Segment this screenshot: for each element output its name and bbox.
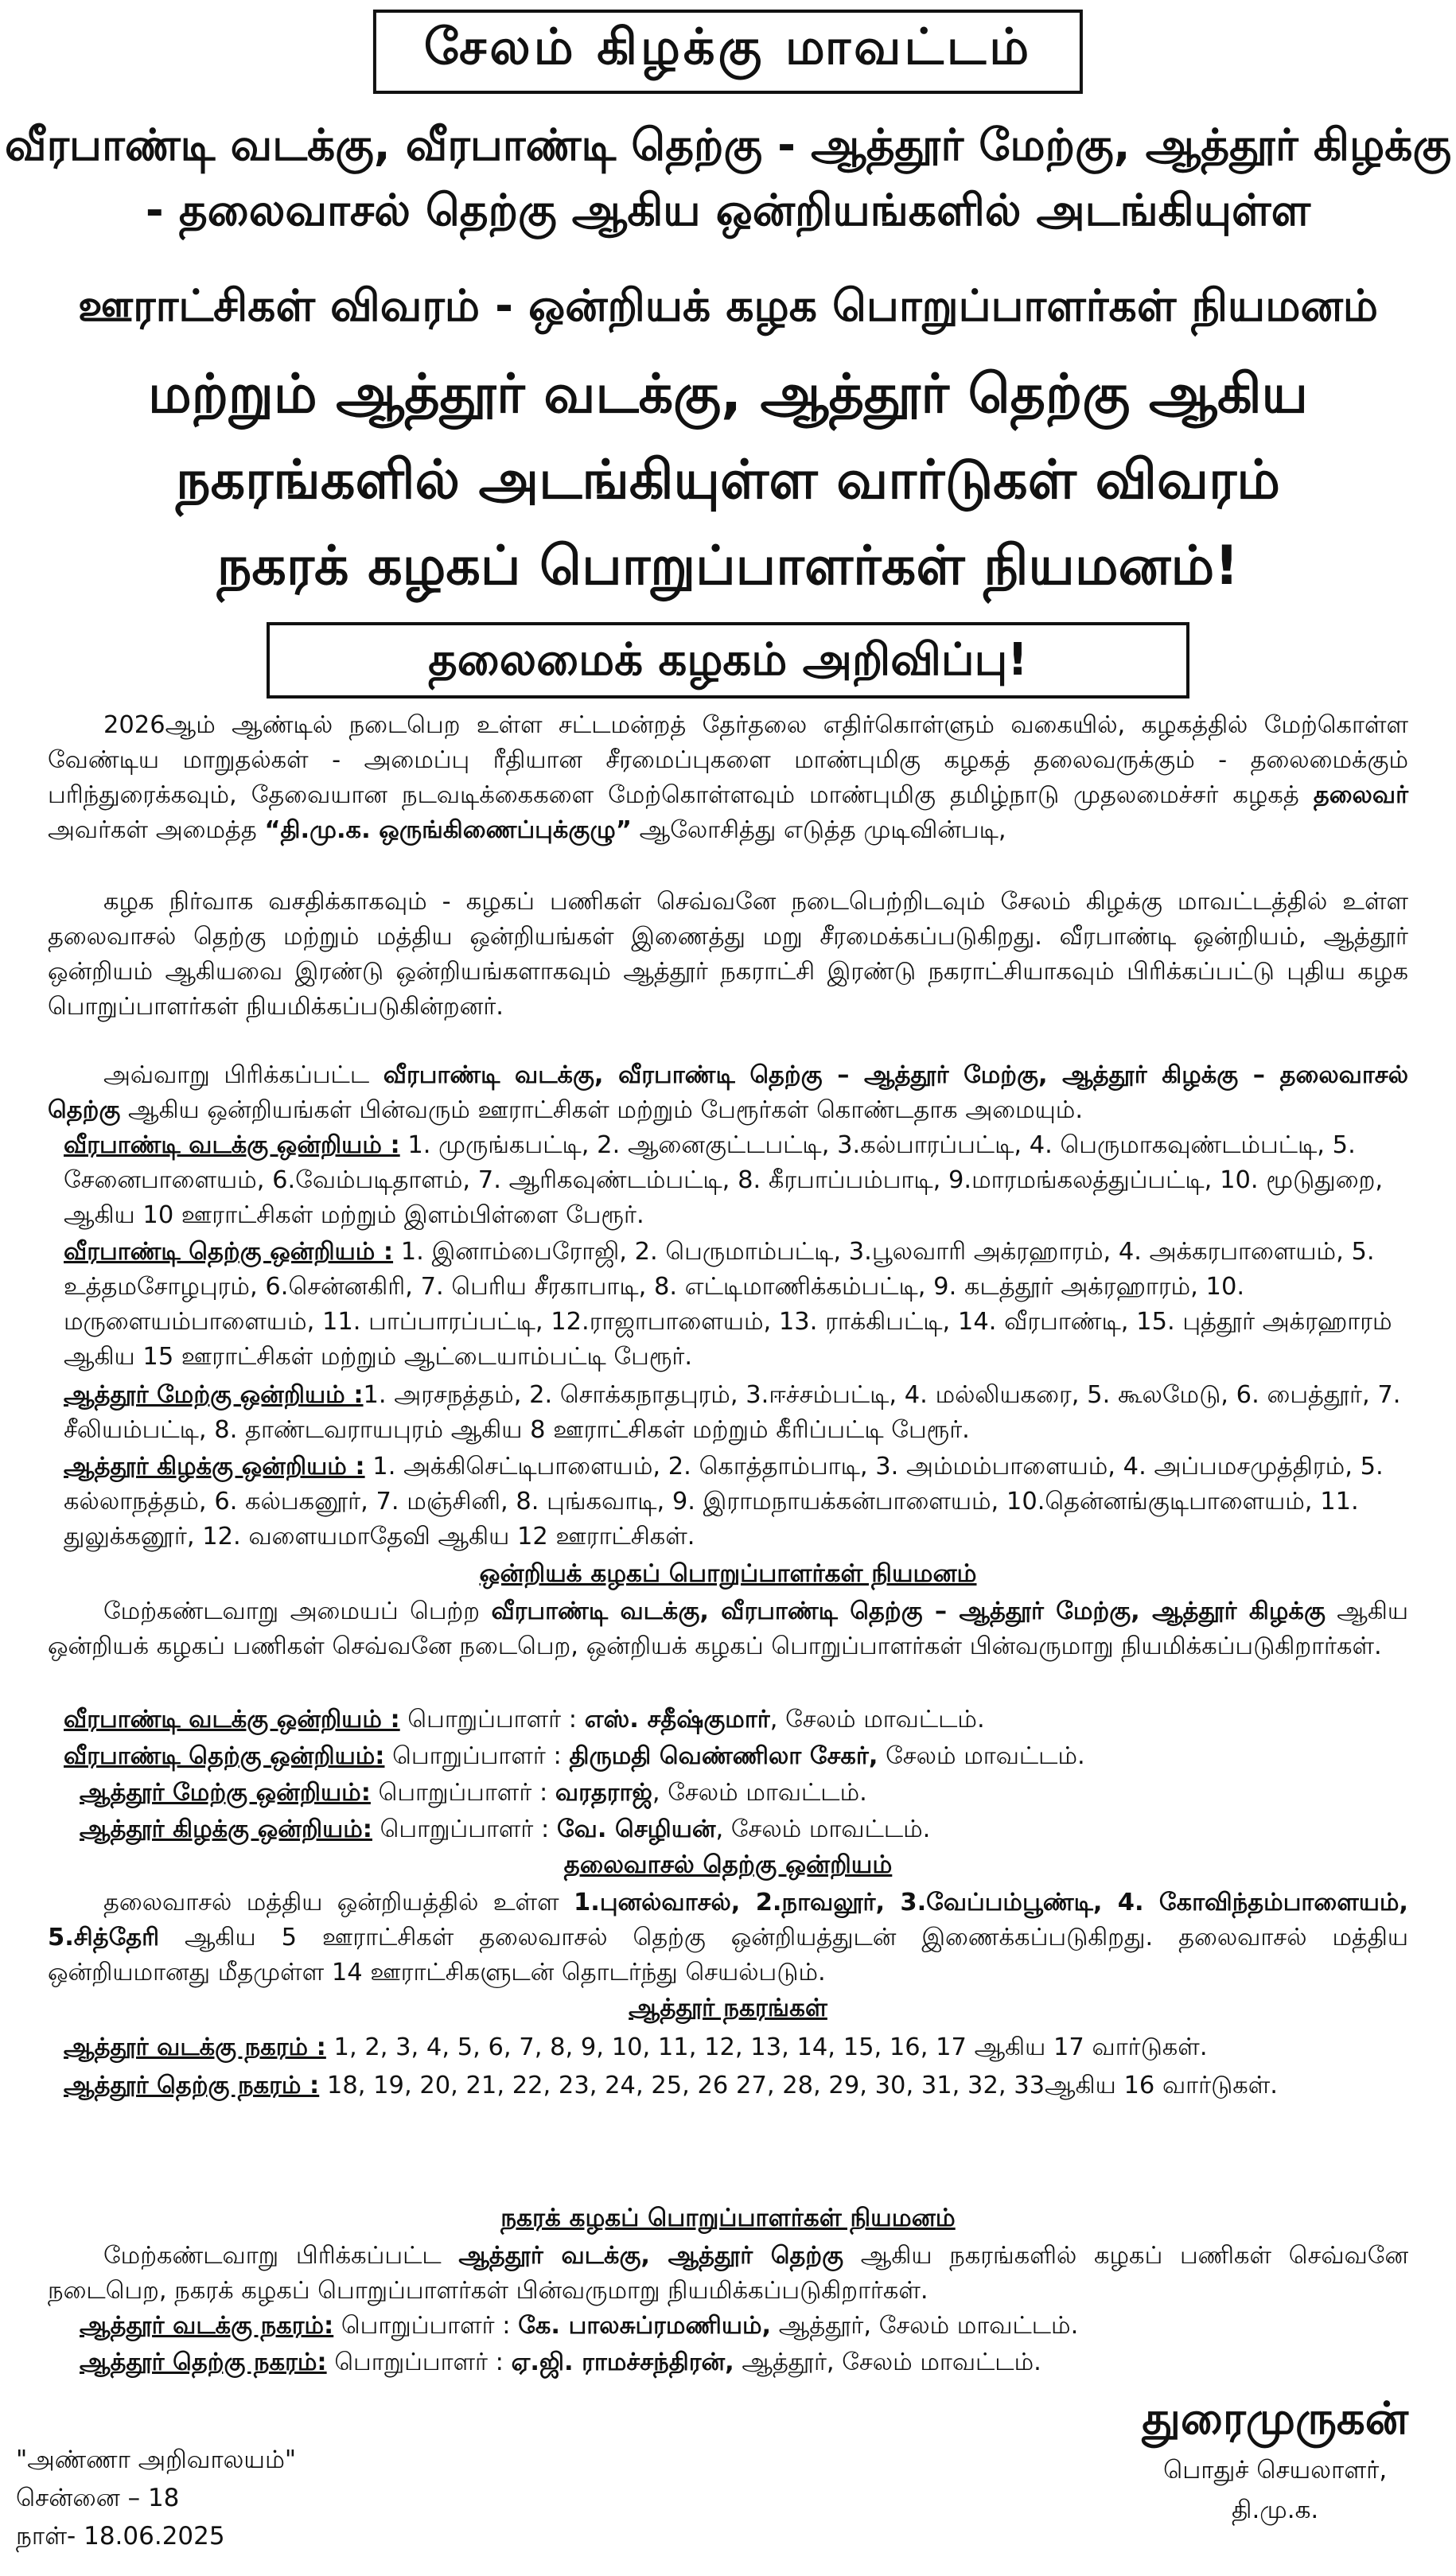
paragraph-1: 2026ஆம் ஆண்டில் நடைபெற உள்ள சட்டமன்றத் தேர்தலை எதிர்கொள்ளும் வகையில், கழகத்தில் மேற்கொள்ள வேண்டிய மாறுதல்கள் - அமைப்பு ரீதியான சீரமைப்புகளை மாண்புமிகு கழகத் தலைவருக்கும் - தலைமைக்கும் பரிந்துரைக்கவும், தேவையான நடவடிக்கைகளை மேற்கொள்ளவும் மாண்புமிகு தமிழ்நாடு முதலமைச்சர் கழகத் தலைவர் அவர்கள் அமைத்த “தி.மு.க. ஒருங்கிணைப்புக்குழு” ஆலோசித்து எடுத்த முடிவின்படி, <box>48 711 1408 844</box>
paragraph-6: மேற்கண்டவாறு பிரிக்கப்பட்ட ஆத்தூர் வடக்கு, ஆத்தூர் தெற்கு ஆகிய நகரங்களில் கழகப் பணிகள் செவ்வனே நடைபெற, நகரக் கழகப் பொறுப்பாளர்கள் பின்வருமாறு நியமிக்கப்படுகிறார்கள். <box>48 2242 1409 2305</box>
headline-line-5: நகரங்களில் அடங்கியுள்ள வார்டுகள் விவரம் <box>176 449 1280 512</box>
thalaivasal-south-title: தலைவாசல் தெற்கு ஒன்றியம் <box>563 1850 893 1879</box>
signature-block <box>1142 2393 1408 2530</box>
appointee-row: ஆத்தூர் கிழக்கு ஒன்றியம்: பொறுப்பாளர் : வே. செழியன், சேலம் மாவட்டம். <box>80 1815 931 1843</box>
footer-city: சென்னை – 18 <box>16 2484 180 2512</box>
paragraph-3: அவ்வாறு பிரிக்கப்பட்ட வீரபாண்டி வடக்கு, வீரபாண்டி தெற்கு – ஆத்தூர் மேற்கு, ஆத்தூர் கிழக்கு – தலைவாசல் தெற்கு ஆகிய ஒன்றியங்கள் பின்வரும் ஊராட்சிகள் மற்றும் பேரூர்கள் கொண்டதாக அமையும். <box>48 1061 1409 1124</box>
signatory-designation: பொதுச் செயலாளர், <box>1163 2456 1388 2485</box>
appointee-row: ஆத்தூர் மேற்கு ஒன்றியம்: பொறுப்பாளர் : வரதராஜ், சேலம் மாவட்டம். <box>80 1779 867 1807</box>
headline-line-4: மற்றும் ஆத்தூர் வடக்கு, ஆத்தூர் தெற்கு ஆகிய <box>148 363 1308 426</box>
footer-date: நாள்- 18.06.2025 <box>16 2522 225 2551</box>
appointee-row: வீரபாண்டி தெற்கு ஒன்றியம்: பொறுப்பாளர் : திருமதி வெண்ணிலா சேகர், சேலம் மாவட்டம். <box>64 1742 1085 1770</box>
district-title: சேலம் கிழக்கு மாவட்டம் <box>373 10 1083 94</box>
union-attur-east: ஆத்தூர் கிழக்கு ஒன்றியம் : 1. அக்கிசெட்டிபாளையம், 2. கொத்தாம்பாடி, 3. அம்மம்பாளையம், 4. அப்பமசமுத்திரம், 5. கல்லாநத்தம், 6. கல்பகனூர், 7. மஞ்சினி, 8. புங்கவாடி, 9. இராமநாயக்கன்பாளையம், 10.தென்னங்குடிபாளையம், 11. துலுக்கனூர், 12. வளையமாதேவி ஆகிய 12 ஊராட்சிகள். <box>64 1453 1384 1551</box>
union-attur-west: ஆத்தூர் மேற்கு ஒன்றியம் :1. அரசநத்தம், 2. சொக்கநாதபுரம், 3.ஈச்சம்பட்டி, 4. மல்லியகரை, 5. கூலமேடு, 6. பைத்தூர், 7. சீலியம்பட்டி, 8. தாண்டவராயபுரம் ஆகிய 8 ஊராட்சிகள் மற்றும் கீரிப்பட்டி பேரூர். <box>64 1381 1401 1444</box>
headline-line-2: - தலைவாசல் தெற்கு ஆகிய ஒன்றியங்களில் அடங்கியுள்ள <box>145 185 1311 235</box>
union-veerapandi-north: வீரபாண்டி வடக்கு ஒன்றியம் : 1. முருங்கபட்டி, 2. ஆனைகுட்டபட்டி, 3.கல்பாரப்பட்டி, 4. பெருமாகவுண்டம்பட்டி, 5. சேனைபாளையம், 6.வேம்படிதாளம், 7. ஆரிகவுண்டம்பட்டி, 8. கீரபாப்பம்பாடி, 9.மாரமங்கலத்துப்பட்டி, 10. மூடுதுறை, ஆகிய 10 ஊராட்சிகள் மற்றும் இளம்பிள்ளை பேரூர். <box>64 1131 1384 1229</box>
paragraph-5: தலைவாசல் மத்திய ஒன்றியத்தில் உள்ள 1.புனல்வாசல், 2.நாவலூர், 3.வேப்பம்பூண்டி, 4. கோவிந்தம்பாளையம், 5.சித்தேரி ஆகிய 5 ஊராட்சிகள் தலைவாசல் தெற்கு ஒன்றியத்துடன் இணைக்கப்படுகிறது. தலைவாசல் மத்திய ஒன்றியமானது மீதமுள்ள 14 ஊராட்சிகளுடன் தொடர்ந்து செயல்படும். <box>48 1889 1408 1986</box>
union-appointments-title: ஒன்றியக் கழகப் பொறுப்பாளர்கள் நியமனம் <box>479 1559 977 1588</box>
appointee-row: ஆத்தூர் தெற்கு நகரம்: பொறுப்பாளர் : ஏ.ஜி. ராமச்சந்திரன், ஆத்தூர், சேலம் மாவட்டம். <box>80 2348 1041 2376</box>
headline-line-3: ஊராட்சிகள் விவரம் - ஒன்றியக் கழக பொறுப்பாளர்கள் நியமனம் <box>77 280 1379 331</box>
headline-line-1: வீரபாண்டி வடக்கு, வீரபாண்டி தெற்கு - ஆத்தூர் மேற்கு, ஆத்தூர் கிழக்கு <box>4 119 1451 170</box>
appointee-row: ஆத்தூர் வடக்கு நகரம்: பொறுப்பாளர் : கே. பாலசுப்ரமணியம், ஆத்தூர், சேலம் மாவட்டம். <box>80 2312 1079 2340</box>
attur-towns-title: ஆத்தூர் நகரங்கள் <box>629 1994 827 2022</box>
town-appointments-title: நகரக் கழகப் பொறுப்பாளர்கள் நியமனம் <box>500 2204 956 2232</box>
footer-address <box>16 2441 296 2555</box>
paragraph-2: கழக நிர்வாக வசதிக்காகவும் - கழகப் பணிகள் செவ்வனே நடைபெற்றிடவும் சேலம் கிழக்கு மாவட்டத்தில் உள்ள தலைவாசல் தெற்கு மற்றும் மத்திய ஒன்றியங்கள் இணைத்து மறு சீரமைக்கப்படுகிறது. வீரபாண்டி ஒன்றியம், ஆத்தூர் ஒன்றியம் ஆகியவை இரண்டு ஒன்றியங்களாகவும் ஆத்தூர் நகராட்சி இரண்டு நகராட்சியாகவும் பிரிக்கப்பட்டு புதிய கழக பொறுப்பாளர்கள் நியமிக்கப்படுகின்றனர். <box>48 888 1408 1021</box>
signatory-name: துரைமுருகன் <box>1142 2393 1408 2445</box>
town-attur-north: ஆத்தூர் வடக்கு நகரம் : 1, 2, 3, 4, 5, 6, 7, 8, 9, 10, 11, 12, 13, 14, 15, 16, 17 ஆகிய 17 வார்டுகள். <box>64 2033 1208 2061</box>
paragraph-4: மேற்கண்டவாறு அமையப் பெற்ற வீரபாண்டி வடக்கு, வீரபாண்டி தெற்கு – ஆத்தூர் மேற்கு, ஆத்தூர் கிழக்கு ஆகிய ஒன்றியக் கழகப் பணிகள் செவ்வனே நடைபெற, ஒன்றியக் கழகப் பொறுப்பாளர்கள் பின்வருமாறு நியமிக்கப்படுகிறார்கள். <box>48 1597 1408 1660</box>
headline-line-6: நகரக் கழகப் பொறுப்பாளர்கள் நியமனம்! <box>216 535 1240 597</box>
announcement-box: தலைமைக் கழகம் அறிவிப்பு! <box>267 622 1189 698</box>
footer-office: "அண்ணா அறிவாலயம்" <box>16 2446 297 2474</box>
signatory-party: தி.மு.க. <box>1232 2496 1319 2524</box>
appointee-row: வீரபாண்டி வடக்கு ஒன்றியம் : பொறுப்பாளர் : எஸ். சதீஷ்குமார், சேலம் மாவட்டம். <box>64 1706 985 1734</box>
town-attur-south: ஆத்தூர் தெற்கு நகரம் : 18, 19, 20, 21, 22, 23, 24, 25, 26 27, 28, 29, 30, 31, 32, 33ஆகிய 16 வார்டுகள். <box>64 2072 1278 2099</box>
union-veerapandi-south: வீரபாண்டி தெற்கு ஒன்றியம் : 1. இனாம்பைரோஜி, 2. பெருமாம்பட்டி, 3.பூலவாரி அக்ரஹாரம், 4. அக்கரபாளையம், 5. உத்தமசோழபுரம், 6.சென்னகிரி, 7. பெரிய சீரகாபாடி, 8. எட்டிமாணிக்கம்பட்டி, 9. கடத்தூர் அக்ரஹாரம், 10. மருளையம்பாளையம், 11. பாப்பாரப்பட்டி, 12.ராஜாபாளையம், 13. ராக்கிபட்டி, 14. வீரபாண்டி, 15. புத்தூர் அக்ரஹாரம் ஆகிய 15 ஊராட்சிகள் மற்றும் ஆட்டையாம்பட்டி பேரூர். <box>64 1238 1392 1371</box>
